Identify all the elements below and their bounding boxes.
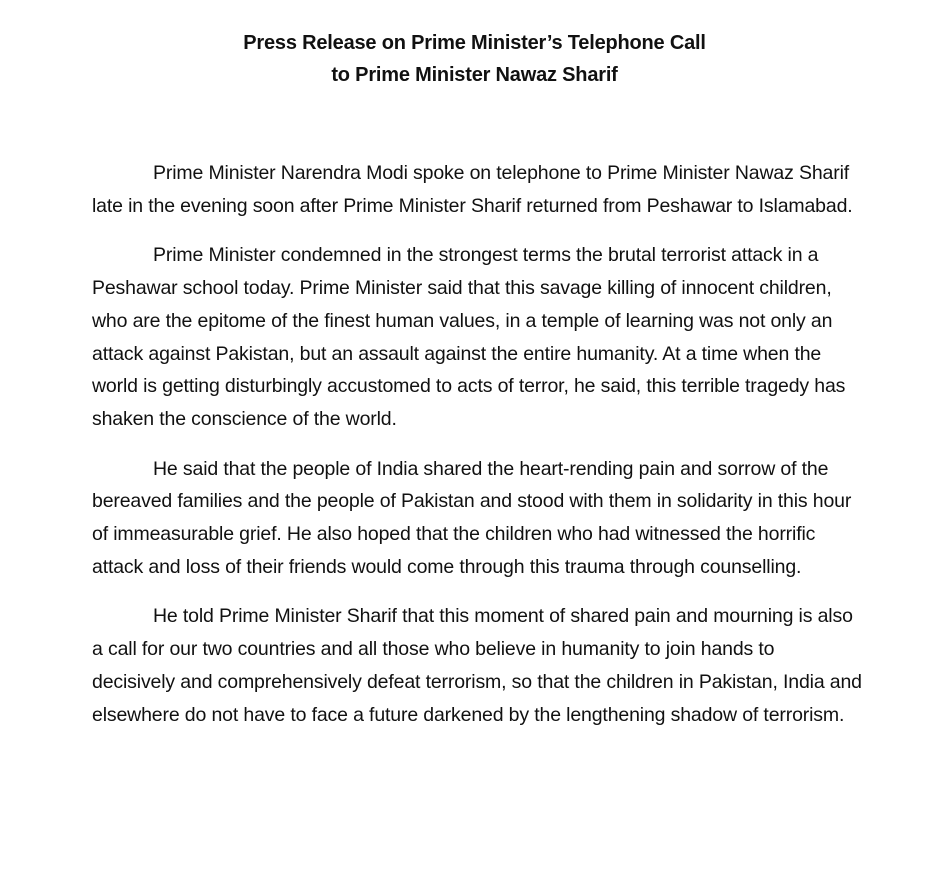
- title-line-1: Press Release on Prime Minister’s Telephone Call: [243, 32, 706, 54]
- paragraph-3: He said that the people of India shared the heart-rending pain and sorrow of the bereaved families and the people of Pakistan and stood with them in solidarity in this hour of immeasurable grief. He also hoped that the children who had witnessed the horrific attack and loss of their friends would come through this trauma through counselling.: [92, 457, 852, 578]
- title-line-2: to Prime Minister Nawaz Sharif: [331, 64, 618, 86]
- paragraph-2: Prime Minister condemned in the strongest terms the brutal terrorist attack in a Peshawar school today. Prime Minister said that this savage killing of innocent children, who are the epitome of the finest human values, in a temple of learning was not only an attack against Pakistan, but an assault against the entire humanity. At a time when the world is getting disturbingly accustomed to acts of terror, he said, this terrible tragedy has shaken the conscience of the world.: [92, 244, 846, 430]
- page-title: [0, 27, 949, 91]
- document-body: [92, 157, 862, 748]
- paragraph-4: He told Prime Minister Sharif that this moment of shared pain and mourning is also a call for our two countries and all those who believe in humanity to join hands to decisively and comprehensively defeat terrorism, so that the children in Pakistan, India and elsewhere do not have to face a future darkened by the lengthening shadow of terrorism.: [92, 605, 862, 726]
- paragraph-1: Prime Minister Narendra Modi spoke on telephone to Prime Minister Nawaz Sharif late in the evening soon after Prime Minister Sharif returned from Peshawar to Islamabad.: [92, 162, 853, 217]
